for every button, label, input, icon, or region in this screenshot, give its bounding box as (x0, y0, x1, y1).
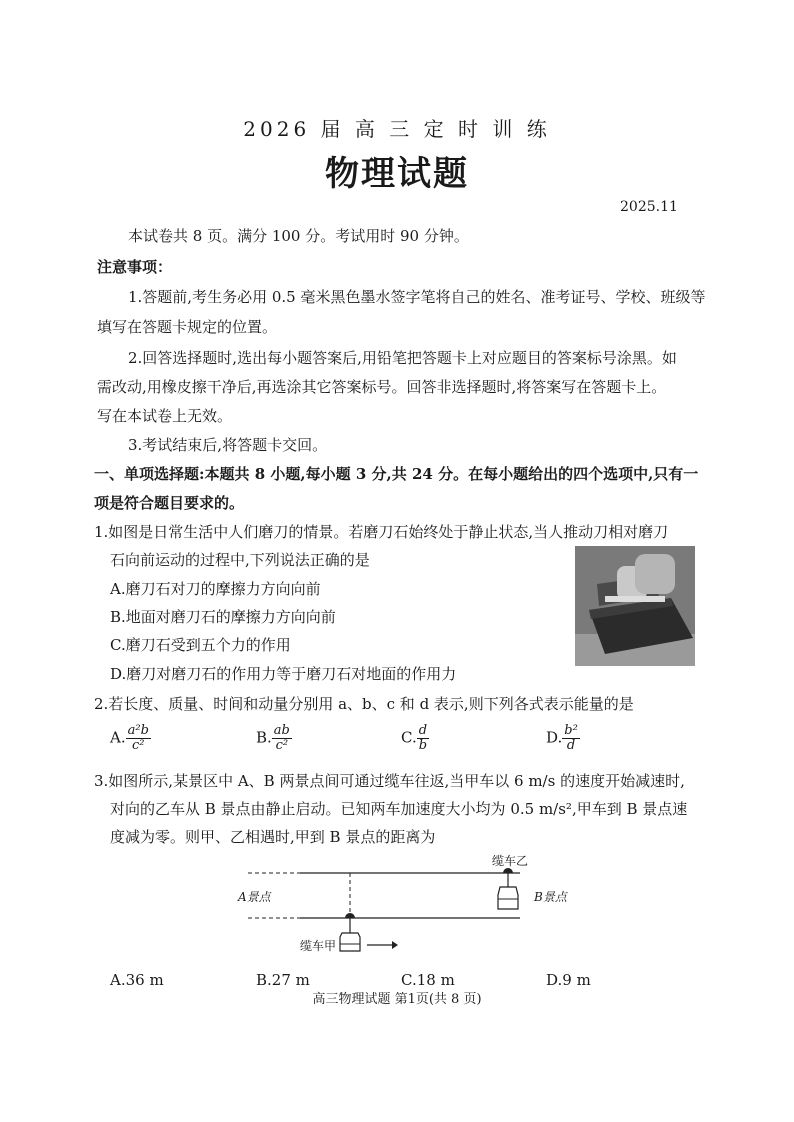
cable-car-a-label: 缆车甲 (300, 939, 337, 953)
note-1-line-1: 1.答题前,考生务必用 0.5 毫米黑色墨水签字笔将自己的姓名、准考证号、学校、班级等 (128, 288, 706, 306)
intro-text: 本试卷共 8 页。满分 100 分。考试用时 90 分钟。 (128, 227, 469, 245)
q2-option-b-fraction (272, 724, 292, 753)
scenic-point-b-label: B景点 (534, 890, 567, 904)
cable-car-a-icon (340, 913, 360, 951)
q2-option-a-numerator: a²b (127, 723, 149, 738)
scenic-point-a-label: A景点 (238, 890, 271, 904)
q3-stem-line-2: 对向的乙车从 B 景点由静止启动。已知两车加速度大小均为 0.5 m/s²,甲车到 B 景点速 (110, 800, 688, 818)
q2-option-c-denominator: b (418, 738, 428, 753)
cable-car-b-label: 缆车乙 (492, 854, 529, 868)
q2-option-d-fraction (562, 724, 580, 753)
direction-arrow-icon (367, 941, 398, 949)
knife-sharpening-photo (575, 546, 695, 666)
q3-option-a: A.36 m (110, 971, 164, 989)
page-footer: 高三物理试题 第1页(共 8 页) (312, 992, 482, 1007)
q2-option-b-denominator: c² (275, 738, 289, 753)
cable-car-diagram (0, 855, 794, 955)
q3-option-c: C.18 m (401, 971, 455, 989)
q3-option-d: D.9 m (546, 971, 591, 989)
note-2-line-1: 2.回答选择题时,选出每小题答案后,用铅笔把答题卡上对应题目的答案标号涂黑。如 (128, 349, 677, 367)
q2-stem: 2.若长度、质量、时间和动量分别用 a、b、c 和 d 表示,则下列各式表示能量的是 (94, 695, 634, 713)
q2-option-d-numerator: b² (564, 723, 578, 738)
q2-option-a (110, 724, 151, 753)
q2-option-a-denominator: c² (132, 738, 145, 753)
q2-option-b-label: B. (256, 728, 272, 747)
note-2-line-3: 写在本试卷上无效。 (97, 407, 233, 425)
q3-stem-line-3: 度减为零。则甲、乙相遇时,甲到 B 景点的距离为 (110, 828, 436, 846)
note-3: 3.考试结束后,将答题卡交回。 (128, 436, 328, 454)
q1-stem-line-2: 石向前运动的过程中,下列说法正确的是 (110, 551, 370, 569)
q3-stem-line-1: 3.如图所示,某景区中 A、B 两景点间可通过缆车往返,当甲车以 6 m/s 的速度开始减速时, (94, 772, 685, 790)
q2-option-a-label: A. (110, 728, 126, 747)
q1-stem-line-1: 1.如图是日常生活中人们磨刀的情景。若磨刀石始终处于静止状态,当人推动刀相对磨刀 (94, 523, 669, 541)
q2-option-b-numerator: ab (273, 723, 290, 738)
q2-option-a-fraction (126, 724, 151, 753)
q2-option-c (401, 724, 429, 753)
exam-title: 物理试题 (325, 154, 469, 194)
q1-option-b: B.地面对磨刀石的摩擦力方向向前 (110, 608, 336, 626)
notes-heading: 注意事项： (97, 258, 173, 276)
section-1-heading-line-2: 项是符合题目要求的。 (94, 494, 245, 512)
q1-option-d: D.磨刀对磨刀石的作用力等于磨刀石对地面的作用力 (110, 665, 457, 683)
q1-option-c: C.磨刀石受到五个力的作用 (110, 636, 291, 654)
exam-date: 2025.11 (620, 199, 678, 215)
q2-option-c-numerator: d (418, 723, 428, 738)
q2-option-d-denominator: d (566, 738, 576, 753)
exam-subtitle: 2026 届 高 三 定 时 训 练 (243, 117, 551, 141)
q2-option-b (256, 724, 292, 753)
note-1-line-2: 填写在答题卡规定的位置。 (97, 318, 278, 336)
q2-option-c-fraction (417, 724, 429, 753)
q3-option-b: B.27 m (256, 971, 310, 989)
q2-option-c-label: C. (401, 728, 417, 747)
cable-car-b-icon (498, 868, 518, 909)
q2-option-d-label: D. (546, 728, 563, 747)
q2-option-d (546, 724, 580, 753)
note-2-line-2: 需改动,用橡皮擦干净后,再选涂其它答案标号。回答非选择题时,将答案写在答题卡上。 (97, 378, 667, 396)
q1-option-a: A.磨刀石对刀的摩擦力方向向前 (110, 580, 321, 598)
section-1-heading-line-1: 一、单项选择题:本题共 8 小题,每小题 3 分,共 24 分。在每小题给出的四个选项中,只有一 (94, 465, 699, 483)
